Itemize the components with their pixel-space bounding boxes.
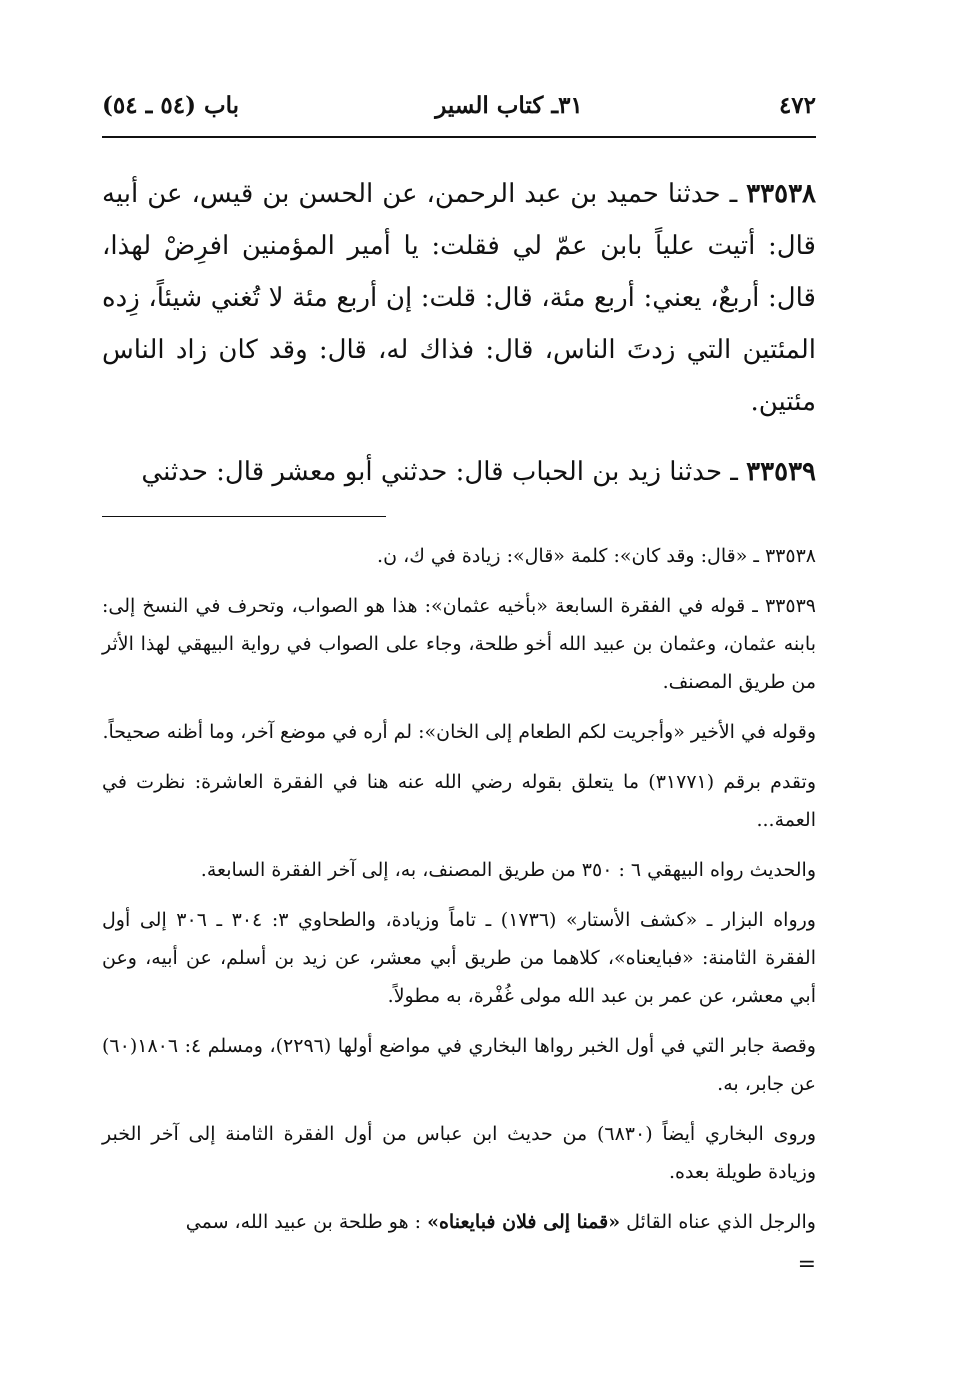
- footnote: ٣٣٥٣٩ ـ قوله في الفقرة السابعة «بأخيه عثمان»: هذا هو الصواب، وتحرف في النسخ إلى: بابنه عثمان، وعثمان بن عبيد الله أخو طلحة، وجاء على الصواب في رواية البيهقي لهذا الأثر من طريق المصنف.: [102, 595, 816, 693]
- footnote: ٣٣٥٣٨ ـ «قال: وقد كان»: كلمة «قال»: زيادة في ك، ن.: [377, 545, 816, 567]
- footnote: وقصة جابر التي في أول الخبر رواها البخاري في مواضع أولها (٢٢٩٦)، ومسلم ٤: ١٨٠٦(٦٠) عن جابر، به.: [102, 1035, 816, 1095]
- book-title: ٣١ـ كتاب السير: [435, 92, 583, 119]
- footnotes: [102, 537, 816, 1277]
- hadith-text: ـ حدثنا حميد بن عبد الرحمن، عن الحسن بن قيس، عن أبيه قال: أتيت علياً بابن عمّ لي فقلت: يا أمير المؤمنين افرِضْ لهذا، قال: أربعٌ، يعني: أربع مئة، قال: قلت: إن أربع مئة لا تُغني شيئاً، زِده المئتين التي زدتَ الناس، قال: فذاك له، قال: وقد كان زاد الناس مئتين.: [102, 179, 816, 417]
- main-text: [102, 168, 816, 498]
- hadith-number: ٣٣٥٣٩: [746, 457, 816, 487]
- page-number: ٤٧٢: [778, 92, 816, 119]
- footnote: وتقدم برقم (٣١٧٧١) ما يتعلق بقوله رضي الله عنه هنا في الفقرة العاشرة: نظرت في العمة...: [102, 771, 816, 831]
- hadith-number: ٣٣٥٣٨: [746, 179, 816, 209]
- hadith-33539: [102, 446, 816, 498]
- footnote-text: : هو طلحة بن عبيد الله، سمي: [185, 1211, 428, 1233]
- footnote-text: والرجل الذي عناه القائل: [620, 1211, 816, 1233]
- footnote: [102, 1203, 816, 1241]
- footnote: وروى البخاري أيضاً (٦٨٣٠) من حديث ابن عباس من أول الفقرة الثامنة إلى آخر الخبر وزيادة طويلة بعده.: [102, 1123, 816, 1183]
- page-header: [102, 92, 816, 138]
- chapter-range: باب (٥٤ ـ ٥٤): [102, 92, 240, 119]
- footnote: وقوله في الأخير «وأجريت لكم الطعام إلى الخان»: لم أره في موضع آخر، وما أظنه صحيحاً.: [102, 721, 816, 743]
- continuation-mark: =: [797, 1252, 816, 1277]
- quoted-phrase: «قمنا إلى فلان فبايعناه»: [427, 1211, 621, 1233]
- footnote: والحديث رواه البيهقي ٦ : ٣٥٠ من طريق المصنف، به، إلى آخر الفقرة السابعة.: [200, 859, 816, 881]
- hadith-33538: [102, 168, 816, 428]
- hadith-text: ـ حدثنا زيد بن الحباب قال: حدثني أبو معشر قال: حدثني: [141, 457, 747, 487]
- footnote: ورواه البزار ـ «كشف الأستار» (١٧٣٦) ـ تاماً وزيادة، والطحاوي ٣: ٣٠٤ ـ ٣٠٦ إلى أول الفقرة الثامنة: «فبايعناه»، كلاهما من طريق أبي معشر، عن زيد بن أسلم، عن أبيه، وعن أبي معشر، عن عمر بن عبد الله مولى غُفْرة، به مطولاً.: [102, 909, 816, 1007]
- footnote-divider: [102, 516, 386, 517]
